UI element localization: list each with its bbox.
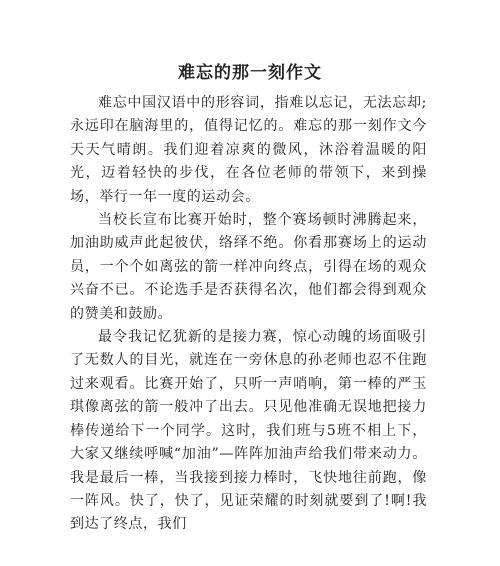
paragraph-2: 当校长宣布比赛开始时，整个赛场顿时沸腾起来，加油助威声此起彼伏，络绎不绝。你看那赛场上的运动员，一个个如离弦的箭一样冲向终点，引得在场的观众兴奋不已。不论选手是否获得名次，他们都会得到观众的赞美和鼓励。 (70, 212, 427, 322)
document-title: 难忘的那一刻作文 (178, 63, 322, 83)
paragraph-3: 最令我记忆犹新的是接力赛，惊心动魄的场面吸引了无数人的目光，就连在一旁休息的孙老师也忍不住跑过来观看。比赛开始了，只听一声哨响，第一棒的严玉琪像离弦的箭一般冲了出去。只见他准确无误地把接力棒传递给下一个同学。这时，我们班与5班不相上下，大家又继续呼喊“加油”—阵阵加油声给我们带来动力。我是最后一棒，当我接到接力棒时，飞快地往前跑，像一阵风。快了，快了，见证荣耀的时刻就要到了!啊!我到达了终点，我们 (70, 329, 427, 533)
document-body (70, 92, 427, 537)
paragraph-1: 难忘中国汉语中的形容词，指难以忘记，无法忘却;永远印在脑海里的，值得记忆的。难忘的那一刻作文今天天气晴朗。我们迎着凉爽的微风，沐浴着温暖的阳光，迈着轻快的步伐，在各位老师的带领下，来到操场，举行一年一度的运动会。 (70, 95, 427, 205)
